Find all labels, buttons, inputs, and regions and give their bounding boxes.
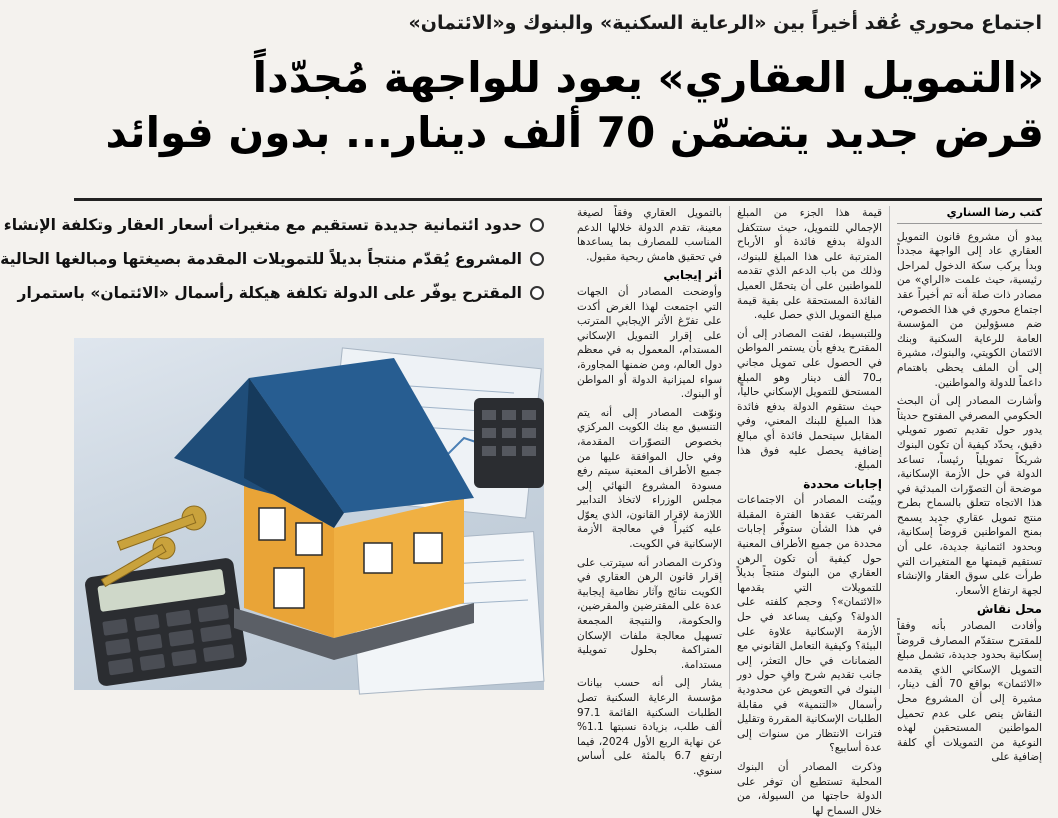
bullet-circle-icon: [530, 286, 544, 300]
bullet-circle-icon: [530, 252, 544, 266]
paragraph: وللتبسيط، لفتت المصادر إلى أن المقترح يدفع بأن يستمر المواطن في الحصول على تمويل مجاني بـ70 ألف دينار وهو المبلغ المستحق للتمويل الإسكاني حالياً، حيث ستقوم الدولة بدفع فائدة هذا المبلغ للبنك المعني، وفي المقابل سيتحمل فائدة أي مبالغ إضافية يحصل عليه فوق هذا المبلغ.: [737, 327, 882, 472]
house-keys-illustration: [74, 338, 544, 690]
highlight-item: المقترح يوفّر على الدولة تكلفة هيكلة رأسمال «الائتمان» باستمرار: [74, 278, 544, 308]
paragraph: يبدو أن مشروع قانون التمويل العقاري عاد إلى الواجهة مجدداً وبدأ يركب سكة الدخول لمراحل رئيسية، حيث علمت «الراي» من مصادر ذات صلة أنه تم أخيراً عقد اجتماع محوري في هذا الخصوص، ضم مسؤولين من المؤسسة العامة للرعاية السكنية وبنك الائتمان الكويتي، والبنوك، مشيرة إلى أن الملف يحظى باهتمام داعماً للدولة والمواطنين.: [897, 230, 1042, 389]
paragraph: بالتمويل العقاري وفقاً لصيغة معينة، تقدم الدولة خلالها الدعم المناسب للمصارف بما يساعدها في تحقيق هامش ربحية مقبول.: [577, 207, 722, 263]
bullet-circle-icon: [530, 218, 544, 232]
paragraph: وذكرت المصادر أن البنوك المحلية تستطيع أن توفر على الدولة حاجتها من السيولة، من خلال السماح لها: [737, 760, 882, 817]
calculator-icon: [474, 398, 544, 488]
highlights-box: [0, 210, 544, 312]
paragraph: قيمة هذا الجزء من المبلغ الإجمالي للتمويل، حيث ستتكفل الدولة بدفع فائدة أو الأرباح المترتبة على هذا المبلغ للبنوك، وذلك من باب الدعم الذي تقدمه للمواطنين على أن يتحمّل العميل الفائدة المستحقة على بقية قيمة مبلغ التمويل الذي حصل عليه.: [737, 207, 882, 322]
highlight-item: حدود ائتمانية جديدة تستقيم مع متغيرات أسعار العقار وتكلفة الإنشاء: [74, 210, 544, 240]
headline-divider: [74, 198, 1042, 201]
subheading-debate: محل نقاش: [976, 602, 1042, 617]
paragraph: وبيّنت المصادر أن الاجتماعات المرتقب عقدها الفترة المقبلة في هذا الشأن ستوفّر إجابات محددة من جميع الأطراف المعنية حول كيفية أن تكون الرهن العقاري من البنوك منتجاً بديلاً للتمويلات التي يقدمها «الائتمان»؟ وحجم كلفته على الدولة؟ وكيف يساعد في حل الأزمة الإسكانية علاوة على البيئة؟ وكيفية التعامل القانوني مع الضمانات في حال التعثر، إلى جانب تقديم شرح وافٍ حول دور البنوك في التعويض عن محدودية رأسمال «التنمية» في مقابلة الطلبات الإسكانية المقررة وتقليل فترات الانتظار من سنوات إلى عدة أسابيع؟: [737, 494, 882, 755]
paragraph: ونوّهت المصادر إلى أنه يتم التنسيق مع بنك الكويت المركزي بخصوص التصوّرات المقدمة، وفي حال الموافقة عليها من جميع الأطراف المعنية سيتم رفع مسودة المشروع النهائي إلى مجلس الوزراء لاتخاذ التدابير اللازمة لإقرار القانون، الذي يعوّل عليه كثيراً في معالجة الأزمة الإسكانية في الكويت.: [577, 406, 722, 551]
author-byline: كتب رضا السناري: [897, 206, 1042, 224]
paragraph: وذكرت المصادر أنه سيترتب على إقرار قانون الرهن العقاري في الكويت نتائج وآثار نظامية إيجابية عدة على المقترضين والمقرضين، والحكومة، والنتيجة المجمعة تسهيل معالجة ملفات الإسكان المتراكمة بحلول تمويلية مستدامة.: [577, 556, 722, 671]
text-column-2: [737, 206, 882, 817]
headline-line-1: «التمويل العقاري» يعود للواجهة مُجدّداً: [252, 53, 1044, 102]
article-photo: [74, 338, 544, 690]
text-column-1: [897, 206, 1042, 764]
subheading-positive: أثر إيجابي: [663, 268, 722, 283]
column-rule: [729, 206, 730, 689]
paragraph: وأوضحت المصادر أن الجهات التي اجتمعت لهذا الغرض أكدت على تفرّغ الأثر الإيجابي المترتب على إقرار التمويل الإسكاني المستدام، المعمول به في معظم دول العالم، ومن ضمنها المجاورة، سواء لميزانية الدولة أو المواطن أو البنوك.: [577, 285, 722, 401]
column-rule: [889, 206, 890, 689]
paragraph: يشار إلى أنه حسب بيانات مؤسسة الرعاية السكنية تصل الطلبات السكنية القائمة 97.1 ألف طلب، بزيادة نسبتها 1.1% عن نهاية الربع الأول 2024، فيما ارتفع 6.7 بالمئة على أساس سنوي.: [577, 677, 722, 777]
article-headline: [72, 50, 1044, 160]
subheading-answers: إجابات محددة: [803, 476, 882, 491]
article-kicker: اجتماع محوري عُقد أخيراً بين «الرعاية السكنية» والبنوك و«الائتمان»: [408, 12, 1042, 34]
highlight-item: المشروع يُقدّم منتجاً بديلاً للتمويلات المقدمة بصيغتها ومبالغها الحالية: [74, 244, 544, 274]
paragraph: وأفادت المصادر بأنه وفقاً للمقترح ستقدّم المصارف قروضاً إسكانية بحدود جديدة، تشمل مبلغ التمويل الإسكاني الذي يقدمه «الائتمان» بواقع 70 ألف دينار، مشيرة إلى أن المشروع محل النقاش ينص على عدم تحميل المواطنين المستحقين لهذه النوعية من التمويلات أي كلفة إضافية على: [897, 620, 1042, 764]
text-column-3: [577, 206, 722, 777]
paragraph: وأشارت المصادر إلى أن البحث الحكومي المصرفي المفتوح حديثاً يدور حول تقديم تصور تمويلي دقيق، يحدّد كيفية أن تكون البنوك شريكاً تمويلياً رئيساً، تساعد الدولة في حل الأزمة الإسكانية، موضحة أن التصوّرات المبدئية في هذا الاتجاه تتعلق بالسماح بطرح منتج تمويل عقاري جديد يسمح بمنح المواطنين قروضاً إسكانية، وبحدود ائتمانية جديدة، على أن تستقيم قيمتها مع المتغيرات التي طرأت على سوق العقار والإنشاء لجهة ارتفاع الأسعار.: [897, 395, 1042, 597]
headline-line-2: قرض جديد يتضمّن 70 ألف دينار... بدون فوائد: [105, 108, 1044, 157]
